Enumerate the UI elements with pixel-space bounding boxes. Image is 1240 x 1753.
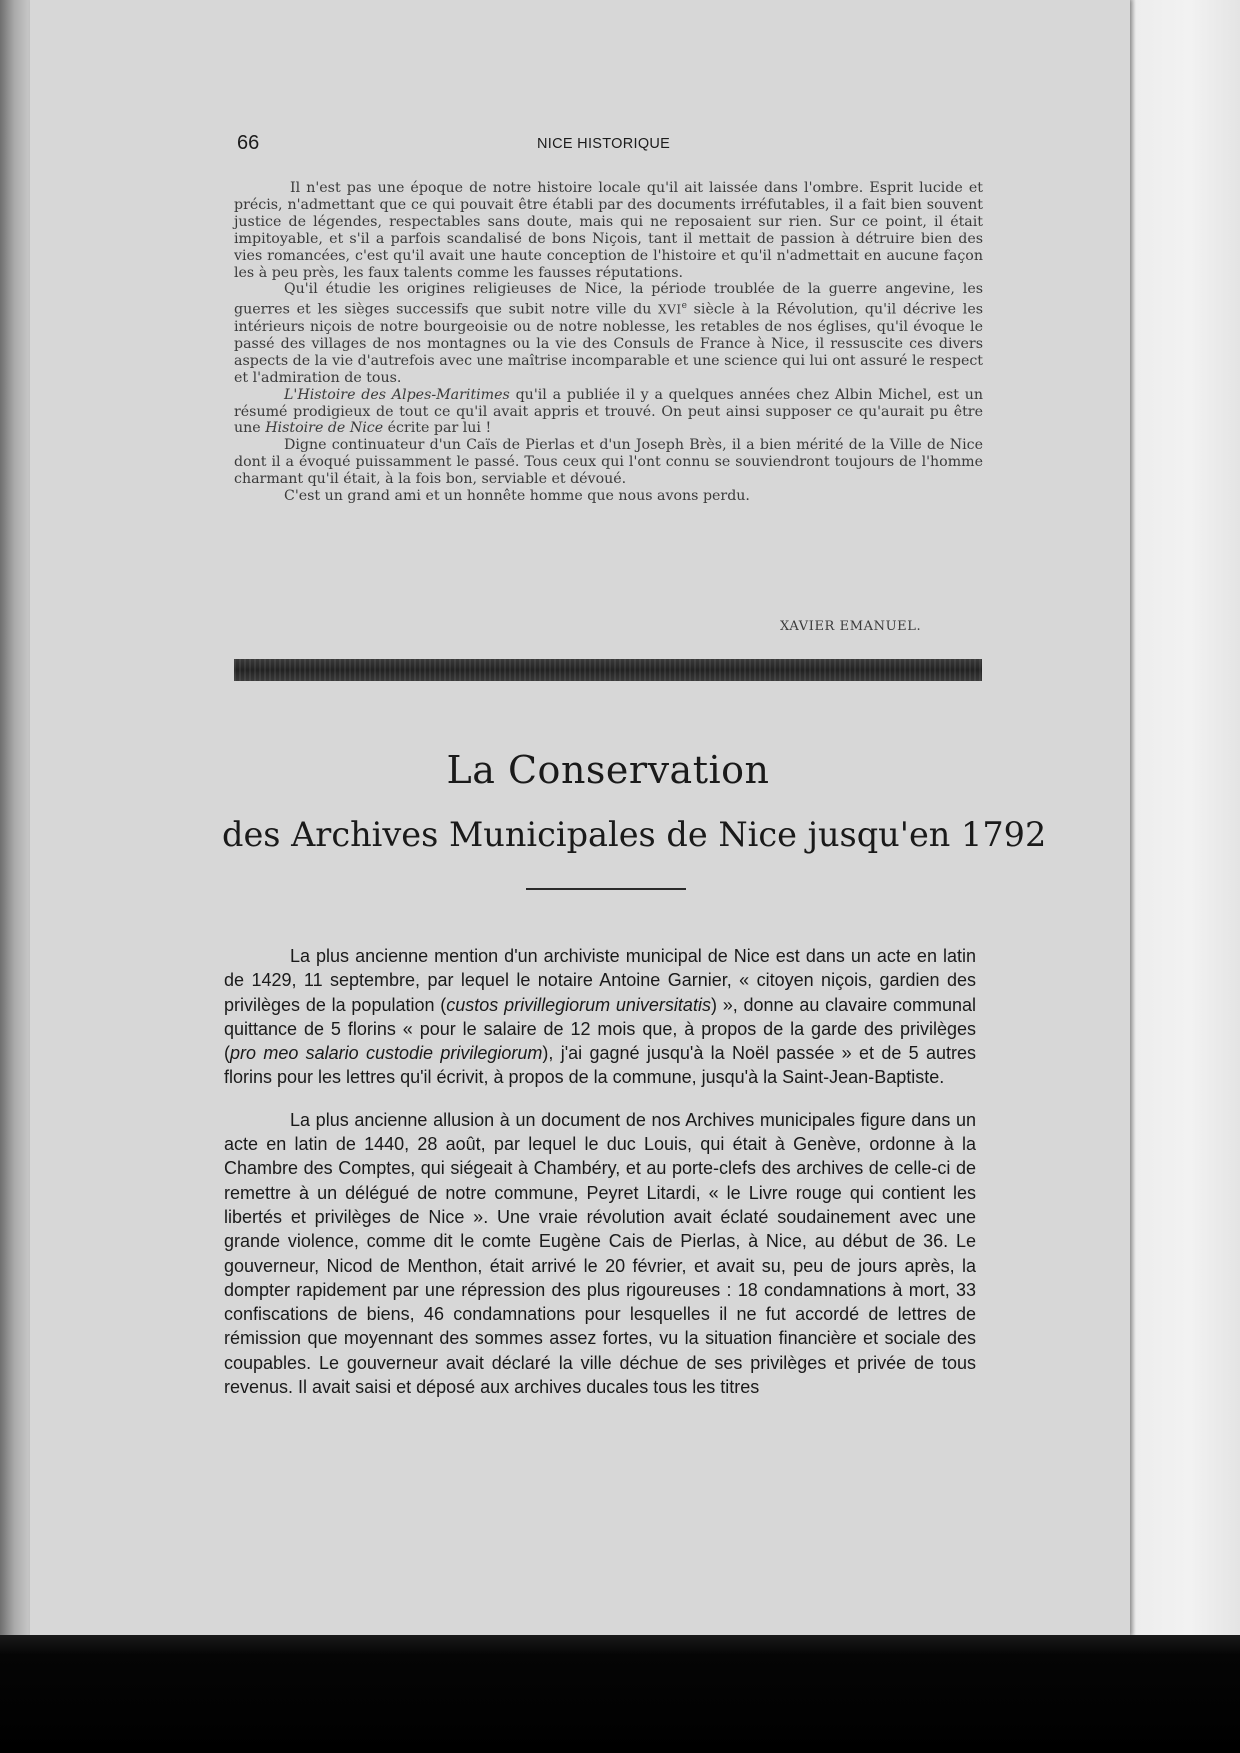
century-superscript: e [681,301,687,312]
title-divider-rule [526,888,686,890]
article-paragraph-1-text-c: ), j'ai gagné jusqu'à la Noël passée » et de 5 autres florins pour les lettres qu'il écrivit, à propos de la commune, jusqu'à la Saint-Jean-Baptiste. [224,1043,977,1088]
article-paragraph-1-text-a: La plus ancienne mention d'un archiviste municipal de Nice est dans un acte en latin de 1429, 11 septembre, par lequel le notaire Antoine Garnier, « citoyen niçois, gardien des privilèges de la population ( [224,946,976,1015]
scan-left-edge [0,0,14,1640]
obituary-paragraph-1: Il n'est pas une époque de notre histoire locale qu'il ait laissée dans l'ombre. Esprit lucide et précis, n'admettant que ce qui pouvait être établi par des documents irréfutables, il a fait bien souvent justice de légendes, respectables sans doute, mais qui ne reposaient sur rien. Sur ce point, il était impitoyable, et s'il a parfois scandalisé de bons Niçois, tant il mettait de passion à détruire bien des vies romancées, c'est qu'il avait une haute conception de l'histoire et qu'il n'admettait en aucune façon les à peu près, les faux talents comme les fausses réputations. [234,180,983,281]
article-title-line-2: des Archives Municipales de Nice jusqu'en 1792 [222,815,1047,854]
article-paragraph-1 [224,944,976,1090]
scan-bottom-shadow [0,1635,1240,1753]
obituary-paragraph-3-text-a: qu'il a publiée il y a quelques années chez Albin Michel, est un résumé prodigieux de tout ce qu'il avait appris et trouvé. On peut ainsi supposer ce qu'aurait pu être une [234,386,983,437]
book-title-italic: L'Histoire des Alpes-Maritimes [284,386,510,403]
author-signature: XAVIER EMANUEL. [780,619,922,634]
article-body [224,944,976,1399]
latin-quote-2: pro meo salario custodie privilegiorum [230,1043,543,1064]
obituary-paragraph-2-text-b: siècle à la Révolution, qu'il décrive les intérieurs niçois de notre bourgeoisie ou de notre noblesse, les retables de nos églises, qu'il évoque le passé des villages de nos montagnes ou la vie des Consuls de France à Nice, il ressuscite ces divers aspects de la vie d'autrefois avec une maîtrise incomparable et une science qui lui ont assuré le respect et l'admiration de tous. [234,302,983,386]
article-title-line-1: La Conservation [446,748,770,792]
obituary-paragraph-5: C'est un grand ami et un honnête homme que nous avons perdu. [284,488,750,505]
obituary-paragraph-3-text-b: écrite par lui ! [383,420,492,437]
obituary-paragraph-4: Digne continuateur d'un Caïs de Pierlas et d'un Joseph Brès, il a bien mérité de la Ville de Nice dont il a évoqué puissamment le passé. Tous ceux qui l'ont connu se souviendront toujours de l'homme charmant qu'il était, à la fois bon, serviable et dévoué. [234,437,983,488]
page-number: 66 [237,132,260,154]
latin-quote-1: custos privillegiorum universitatis [446,994,711,1015]
article-paragraph-1-text-b: ) », donne au clavaire communal quittance de 5 florins « pour le salaire de 12 mois que, à propos de la garde des privilèges ( [224,994,977,1064]
obituary-paragraph-3 [234,387,983,438]
century-numeral: XVI [658,303,682,318]
obituary-paragraph-2 [234,281,983,386]
running-title: NICE HISTORIQUE [537,136,671,152]
facing-page-edge [1130,0,1240,1640]
ornamental-band [234,659,982,681]
book-title-italic-2: Histoire de Nice [265,420,384,437]
obituary-section [234,180,983,505]
article-paragraph-2: La plus ancienne allusion à un document de nos Archives municipales figure dans un acte en latin de 1440, 28 août, par lequel le duc Louis, qui était à Genève, ordonne à la Chambre des Comptes, qui siégeait à Chambéry, et au porte-clefs des archives de celle-ci de remettre à un délégué de notre commune, Peyret Litardi, « le Livre rouge qui contient les libertés et privilèges de Nice ». Une vraie révolution avait éclaté soudainement avec une grande violence, comme dit le comte Eugène Cais de Pierlas, à Nice, au début de 36. Le gouverneur, Nicod de Menthon, était arrivé le 20 février, et avait su, peu de jours après, la dompter rapidement par une répression des plus rigoureuses : 18 condamnations à mort, 33 confiscations de biens, 46 condamnations pour lesquelles il ne fut accordé de lettres de rémission que moyennant des sommes assez fortes, vu la situation financière et sociale des coupables. Le gouverneur avait déclaré la ville déchue de ses privilèges et privée de tous revenus. Il avait saisi et déposé aux archives ducales tous les titres [224,1109,976,1398]
obituary-paragraph-2-text-a: Qu'il étudie les origines religieuses de Nice, la période troublée de la guerre angevine, les guerres et les sièges successifs que subit notre ville du [234,281,983,319]
running-head [237,132,1007,156]
